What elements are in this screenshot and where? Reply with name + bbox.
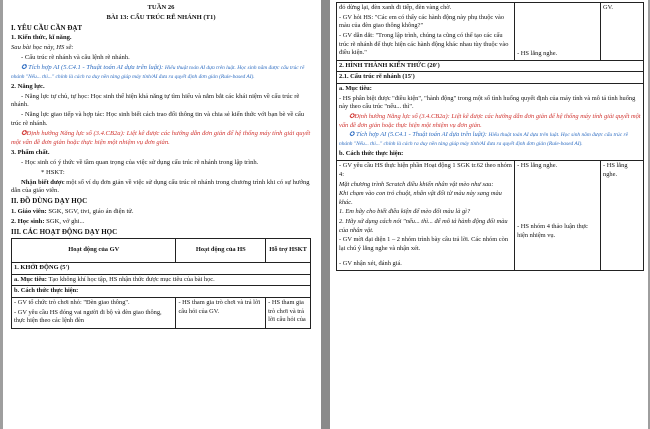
student-task-2: - HS nhóm 4 thảo luận thực hiện nhiệm vụ. bbox=[517, 222, 588, 239]
student-label: 2. Học sinh: bbox=[11, 217, 47, 225]
student-materials-text: SGK, vở ghi... bbox=[46, 217, 85, 225]
cell-student-activity-2 bbox=[515, 161, 601, 271]
knowledge-item: - Cấu trúc rẽ nhánh và câu lệnh rẽ nhánh. bbox=[21, 54, 130, 61]
row-objectives bbox=[337, 84, 644, 161]
hskt-body: một số ví dụ đơn giản về việc sử dụng cấu trúc rẽ nhánh trong chương trình khi có sự hướng dẫn của giáo viên. bbox=[11, 178, 310, 195]
cell-hskt-continued: GV. bbox=[601, 3, 644, 61]
document-page-left bbox=[3, 0, 321, 429]
teacher-task-1: - GV yêu cầu HS thực hiện phần Hoạt động 1 SGK tr.62 theo nhóm 4: bbox=[339, 162, 512, 178]
objective-text: - HS phân biệt được "điều kiện", "hành động" trong một số tình huống quyết định của máy tính và mô tả tình huống này theo cấu trúc "nếu... thì". bbox=[339, 94, 636, 111]
teacher-step-2: - GV yêu cầu HS đóng vai người đi bộ và đèn giao thông, thực hiện theo các lệnh đèn bbox=[14, 308, 162, 325]
teacher-task-3: Khi chạm vào con trỏ chuột, nhân vật đổi từ màu này sang màu khác. bbox=[339, 190, 502, 206]
page-gutter bbox=[321, 0, 330, 429]
row-method: b. Cách thức thực hiện: bbox=[12, 286, 311, 298]
objective-text: Tạo không khí học tập, HS nhận thức được mục tiêu của bài học. bbox=[48, 275, 215, 283]
row-warmup: 1. KHỞI ĐỘNG (5') bbox=[12, 263, 311, 275]
intro-text: Sau bài học này, HS sẽ: bbox=[11, 44, 74, 52]
hskt-heading: * HSKT: bbox=[41, 168, 65, 176]
header-teacher: Hoạt động của GV bbox=[12, 239, 176, 263]
ai-note-detail: Hiểu thuật toán AI dựa trên luật. Học sinh nắm được cấu trúc rẽ nhánh "Nếu... thì..." chính là cách ra duy nền tảng giúp máy tính/AI đưa ra quyết định đơn giản (Rule-based AI). bbox=[11, 64, 305, 80]
digital-competence-note: ✪Định hướng Năng lực số (3.4.CB2a): Liệt kê được các hướng dẫn đơn giản để hệ thống máy tính giải quyết một vấn đề đơn giản hoặc thực hiện một nhiệm vụ đơn giản. bbox=[339, 113, 641, 129]
section-3-heading: III. CÁC HOẠT ĐỘNG DẠY HỌC bbox=[11, 227, 118, 236]
cell-hskt-activity: - HS tham gia trò chơi và trả lời câu hỏi của bbox=[266, 297, 311, 328]
cell-teacher-continued bbox=[337, 3, 515, 61]
hskt-bold: Nhận biết được bbox=[21, 178, 65, 186]
section-2-heading: II. ĐỒ DÙNG DẠY HỌC bbox=[11, 197, 88, 206]
activities-table-left bbox=[11, 238, 311, 329]
teacher-materials bbox=[11, 208, 311, 217]
section-1-heading: I. YÊU CẦU CẦN ĐẠT bbox=[11, 23, 83, 32]
cell-hskt-activity-2: - HS lắng nghe. bbox=[601, 161, 644, 271]
hskt-text bbox=[11, 179, 311, 197]
cell-teacher-activity-2 bbox=[337, 161, 515, 271]
ai-note-heading: ✪ Tích hợp AI (5.C4.1 - Thuật toán AI dựa trên luật): bbox=[349, 131, 489, 139]
teacher-continue-2: - GV hỏi HS: "Các em có thấy các hành động này phụ thuộc vào màu của đèn giao thông không?" bbox=[339, 13, 505, 30]
ai-note-heading: ✪ Tích hợp AI (5.C4.1 - Thuật toán AI dựa trên luật): bbox=[21, 63, 165, 71]
cell-student-activity: - HS tham gia trò chơi và trả lời câu hỏi của GV. bbox=[176, 297, 266, 328]
teacher-continue-1: đỏ dừng lại, đèn xanh đi tiếp, đèn vàng chờ. bbox=[339, 4, 452, 11]
student-task-1: - HS lắng nghe. bbox=[517, 162, 558, 170]
document-page-right bbox=[330, 0, 648, 429]
activities-table-right bbox=[336, 2, 644, 271]
header-student: Hoạt động của HS bbox=[176, 239, 266, 263]
competence-item-1: - Năng lực tự chủ, tự học: Học sinh thể hiện khả năng tự tìm hiểu và nắm bắt các khái niệm về cấu trúc rẽ nhánh. bbox=[11, 92, 300, 109]
week-title: TUẦN 26 bbox=[147, 4, 175, 11]
row-section-2-1: 2.1. Cấu trúc rẽ nhánh (15') bbox=[337, 72, 644, 84]
ai-integration-note bbox=[11, 64, 311, 82]
objective-heading: a. Mục tiêu: bbox=[339, 85, 372, 93]
teacher-label: 1. Giáo viên: bbox=[11, 207, 49, 215]
ai-note-detail: Hiểu thuật toán AI dựa trên luật. Học sinh nắm được cấu trúc rẽ nhánh "Nếu... thì..." chính là cách ra duy nền tảng giúp máy tính/AI đưa ra quyết định đơn giản (Rule-based AI). bbox=[339, 132, 628, 147]
method-heading: b. Cách thức thực hiện: bbox=[339, 149, 404, 157]
teacher-task-7: - GV nhận xét, đánh giá. bbox=[339, 259, 402, 267]
objective-label: a. Mục tiêu: bbox=[14, 275, 49, 283]
cell-student-continued: - HS lắng nghe. bbox=[515, 3, 601, 61]
teacher-task-5: 2. Hãy sử dụng cách nói "nếu... thì... để mô tả hành động đổi màu của nhân vật. bbox=[339, 218, 508, 234]
competence-item-2: - Năng lực giao tiếp và hợp tác: Học sinh biết cách trao đổi thông tin và chia sẻ kiến thức với bạn bè về cấu trúc rẽ nhánh. bbox=[11, 111, 305, 128]
header-hskt: Hỗ trợ HSKT bbox=[266, 239, 311, 263]
teacher-continue-3: - GV dẫn dắt: "Trong lập trình, chúng ta cũng có thể tạo các cấu trúc rẽ nhánh để thực hiện các hành động khác nhau tùy thuộc vào điều kiện." bbox=[339, 31, 509, 57]
row-section-2: 2. HÌNH THÀNH KIẾN THỨC (20') bbox=[337, 60, 644, 72]
subsection-1-2: 2. Năng lực. bbox=[11, 82, 45, 90]
subsection-1-3: 3. Phẩm chất. bbox=[11, 148, 50, 156]
digital-competence-note: ✪Định hướng Năng lực số (3.4.CB2a): Liệt kê được các hướng dẫn đơn giản để hệ thống máy tính giải quyết một vấn đề đơn giản hoặc thực hiện một nhiệm vụ đơn giản. bbox=[11, 130, 311, 147]
subsection-1-1: 1. Kiến thức, kĩ năng. bbox=[11, 34, 72, 42]
quality-item: - Học sinh có ý thức về tầm quan trọng của việc sử dụng cấu trúc rẽ nhánh trong lập trình. bbox=[21, 158, 259, 166]
teacher-step-1: - GV tổ chức trò chơi nhỏ: "Đèn giao thông". bbox=[14, 298, 130, 306]
ai-integration-note bbox=[339, 131, 641, 148]
teacher-task-2: Mặt chương trình Scratch điều khiển nhân vật mèo như sau: bbox=[339, 180, 494, 188]
row-objective bbox=[12, 274, 311, 286]
student-materials bbox=[11, 218, 311, 227]
teacher-materials-text: SGK, SGV, tivi, giáo án điện tử. bbox=[48, 207, 134, 215]
cell-teacher-activity bbox=[12, 297, 176, 328]
lesson-title: BÀI 13: CẤU TRÚC RẼ NHÁNH (T1) bbox=[106, 13, 216, 21]
teacher-task-4: 1. Em hãy cho biết điều kiện để mèo đổi màu là gì? bbox=[339, 208, 471, 216]
teacher-task-6: - GV mời đại diện 1 – 2 nhóm trình bày câu trả lời. Các nhóm còn lại chú ý lắng nghe và nhận xét. bbox=[339, 236, 509, 253]
